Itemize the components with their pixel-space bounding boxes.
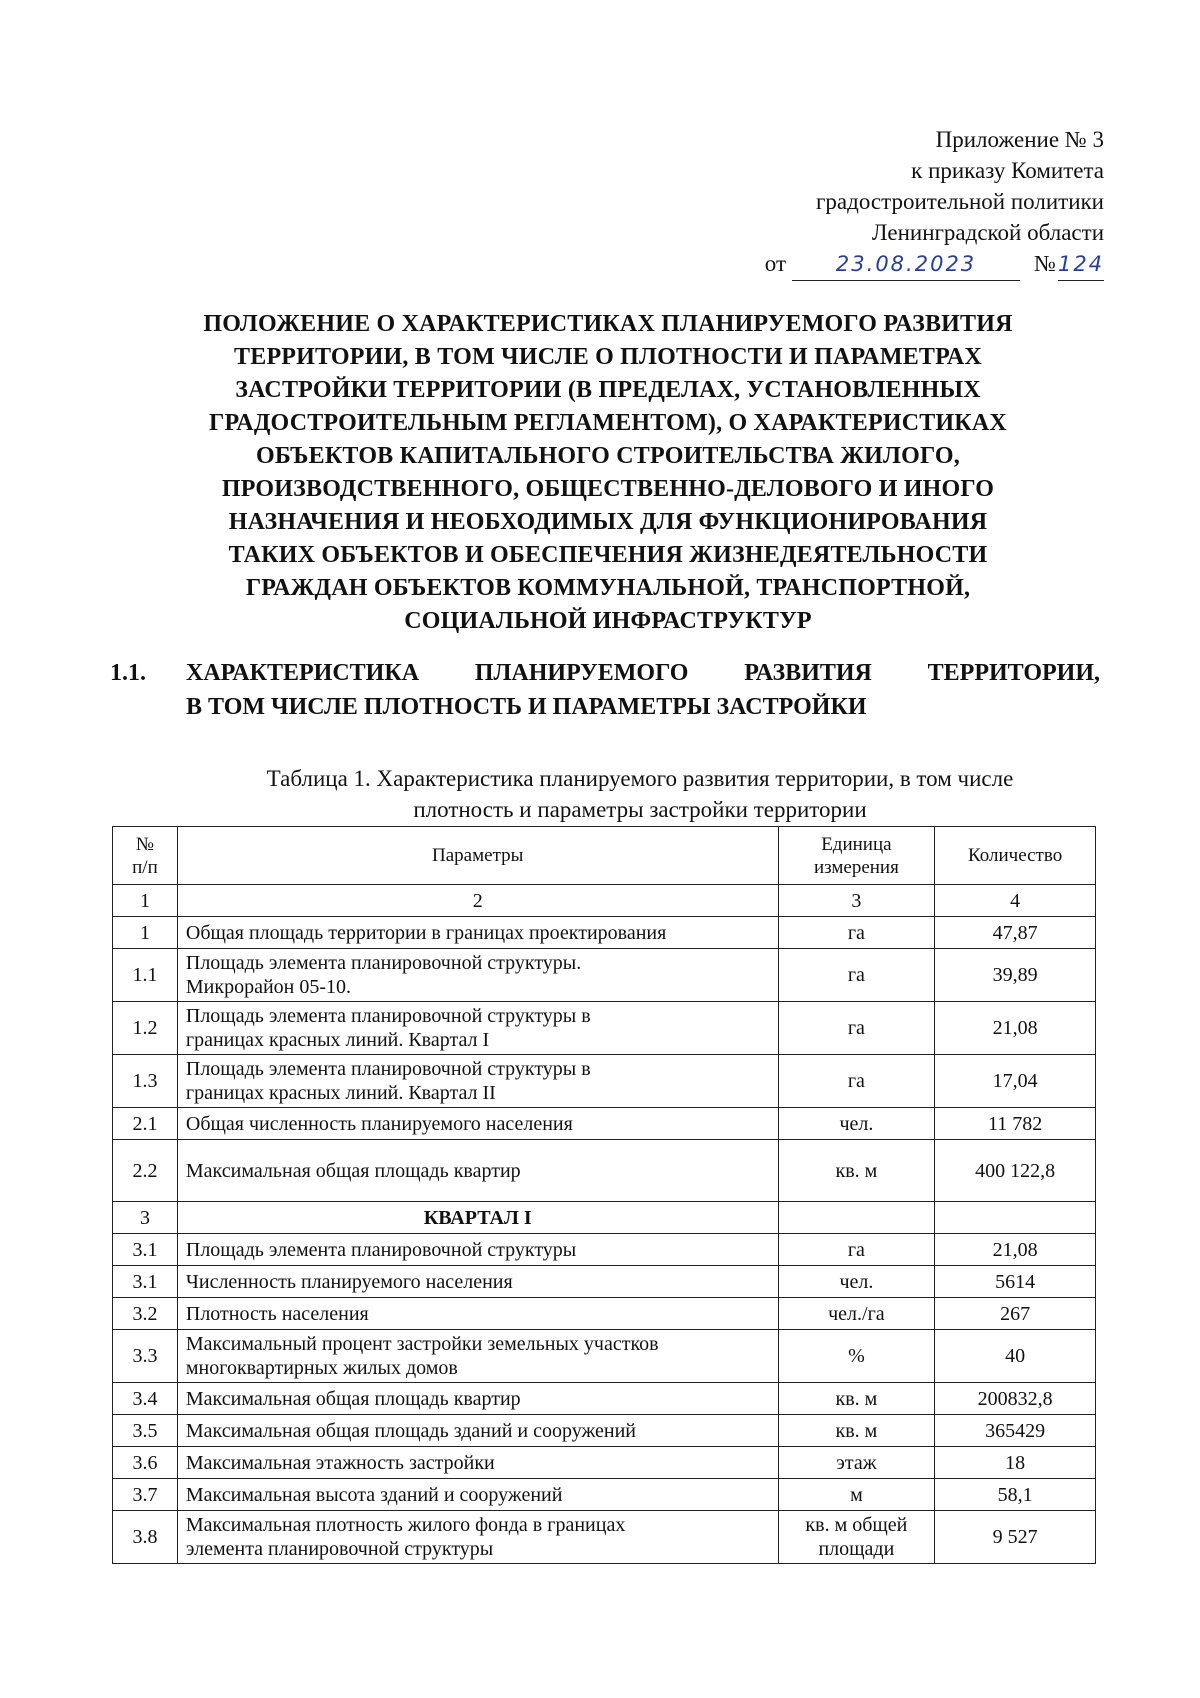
table-row: [113, 917, 1096, 949]
parameter-line-2: Микрорайон 05-10.: [185, 976, 352, 998]
document-title: [118, 308, 1098, 638]
parameter-line-1: Максимальный процент застройки земельных участков: [185, 1333, 659, 1355]
row-number-cell: 3.8: [113, 1511, 178, 1564]
row-value-cell: 200832,8: [935, 1383, 1096, 1415]
title-line: ТЕРРИТОРИИ, В ТОМ ЧИСЛЕ О ПЛОТНОСТИ И ПАРАМЕТРАХ: [234, 344, 982, 370]
row-parameter-cell: [177, 1511, 778, 1564]
table-row: [113, 1202, 1096, 1234]
parameters-table-body: [113, 827, 1096, 1564]
row-parameter-cell: [177, 1140, 778, 1202]
unit-line-1: м: [850, 1483, 863, 1506]
row-number-cell: 1.1: [113, 949, 178, 1002]
parameter-line-1: Площадь элемента планировочной структуры.: [185, 952, 582, 974]
row-value-cell: 11 782: [935, 1108, 1096, 1140]
unit-line-1: чел.: [839, 1112, 874, 1135]
table-row: [113, 1055, 1096, 1108]
row-unit-cell: [778, 1002, 935, 1055]
table-row: [113, 1108, 1096, 1140]
table-row: [113, 1298, 1096, 1330]
parameter-line-2: границах красных линий. Квартал I: [185, 1029, 490, 1051]
parameter-line-1: Общая площадь территории в границах проектирования: [185, 921, 667, 944]
row-unit-cell: [778, 1202, 935, 1234]
parameter-line-1: Максимальная плотность жилого фонда в границах: [185, 1514, 626, 1536]
parameter-line-1: Максимальная общая площадь квартир: [185, 1159, 521, 1182]
index-cell: 1: [113, 885, 178, 917]
table-caption: [170, 763, 1110, 825]
index-cell: 2: [177, 885, 778, 917]
parameter-line-1: Площадь элемента планировочной структуры в: [185, 1005, 591, 1027]
appendix-line-1: Приложение № 3: [935, 127, 1104, 152]
header-unit-line-2: измерения: [813, 856, 899, 878]
title-line: ГРАЖДАН ОБЪЕКТОВ КОММУНАЛЬНОЙ, ТРАНСПОРТНОЙ,: [245, 575, 971, 601]
table-index-row: [113, 885, 1096, 917]
row-parameter-cell: [177, 1055, 778, 1108]
row-value-cell: 17,04: [935, 1055, 1096, 1108]
unit-line-1: га: [847, 1070, 865, 1092]
parameter-line-1: КВАРТАЛ I: [423, 1206, 532, 1229]
parameter-line-1: Общая численность планируемого населения: [185, 1112, 573, 1135]
row-value-cell: 365429: [935, 1415, 1096, 1447]
table-row: [113, 1383, 1096, 1415]
number-prefix: №: [1034, 251, 1056, 276]
row-number-cell: 3: [113, 1202, 178, 1234]
title-line: ЗАСТРОЙКИ ТЕРРИТОРИИ (В ПРЕДЕЛАХ, УСТАНОВЛЕННЫХ: [235, 377, 981, 403]
handwritten-date: 23.08.2023: [792, 249, 1020, 281]
row-parameter-cell: [177, 1383, 778, 1415]
row-unit-cell: [778, 949, 935, 1002]
title-line: СОЦИАЛЬНОЙ ИНФРАСТРУКТУР: [404, 608, 812, 634]
parameter-line-1: Площадь элемента планировочной структуры в: [185, 1058, 591, 1080]
parameter-line-1: Площадь элемента планировочной структуры: [185, 1238, 577, 1261]
handwritten-number: 124: [1058, 249, 1104, 281]
title-line: ОБЪЕКТОВ КАПИТАЛЬНОГО СТРОИТЕЛЬСТВА ЖИЛОГО,: [256, 443, 960, 469]
header-number-line-2: п/п: [132, 856, 158, 878]
title-line: НАЗНАЧЕНИЯ И НЕОБХОДИМЫХ ДЛЯ ФУНКЦИОНИРОВАНИЯ: [228, 509, 988, 535]
parameter-line-2: многоквартирных жилых домов: [185, 1357, 458, 1379]
row-unit-cell: [778, 1415, 935, 1447]
parameter-line-2: элемента планировочной структуры: [185, 1538, 494, 1560]
parameter-line-1: Максимальная общая площадь зданий и сооружений: [185, 1419, 636, 1442]
row-number-cell: 3.3: [113, 1330, 178, 1383]
header-cell-unit: [778, 827, 935, 885]
row-unit-cell: [778, 1266, 935, 1298]
index-cell: 3: [778, 885, 935, 917]
unit-line-2: площади: [818, 1538, 895, 1560]
parameter-line-1: Плотность населения: [185, 1302, 369, 1325]
table-caption-line-2: плотность и параметры застройки территории: [413, 797, 867, 822]
title-line: ПОЛОЖЕНИЕ О ХАРАКТЕРИСТИКАХ ПЛАНИРУЕМОГО РАЗВИТИЯ: [203, 311, 1013, 337]
unit-line-1: кв. м: [835, 1387, 878, 1410]
unit-line-1: чел./га: [828, 1302, 885, 1325]
row-value-cell: 47,87: [935, 917, 1096, 949]
row-unit-cell: [778, 1298, 935, 1330]
unit-line-1: этаж: [836, 1451, 877, 1474]
appendix-line-3: градостроительной политики: [816, 189, 1104, 214]
row-unit-cell: [778, 1055, 935, 1108]
row-parameter-cell: [177, 1447, 778, 1479]
row-number-cell: 1.2: [113, 1002, 178, 1055]
row-parameter-cell: [177, 1479, 778, 1511]
row-number-cell: 3.1: [113, 1234, 178, 1266]
row-value-cell: 267: [935, 1298, 1096, 1330]
row-number-cell: 2.2: [113, 1140, 178, 1202]
appendix-line-4: Ленинградской области: [871, 220, 1104, 245]
row-parameter-cell: [177, 1330, 778, 1383]
table-header-row: [113, 827, 1096, 885]
row-value-cell: [935, 1202, 1096, 1234]
row-value-cell: 21,08: [935, 1002, 1096, 1055]
row-value-cell: 58,1: [935, 1479, 1096, 1511]
row-number-cell: 3.7: [113, 1479, 178, 1511]
parameter-line-2: границах красных линий. Квартал II: [185, 1082, 496, 1104]
row-unit-cell: [778, 1108, 935, 1140]
table-row: [113, 1511, 1096, 1564]
parameter-line-1: Максимальная высота зданий и сооружений: [185, 1483, 563, 1506]
row-parameter-cell: [177, 1202, 778, 1234]
unit-line-1: га: [847, 1017, 865, 1039]
row-parameter-cell: [177, 1266, 778, 1298]
unit-line-1: га: [847, 1238, 865, 1261]
header-cell-parameters: Параметры: [177, 827, 778, 885]
unit-line-1: кв. м: [835, 1159, 878, 1182]
row-number-cell: 3.5: [113, 1415, 178, 1447]
section-heading-line-2: В ТОМ ЧИСЛЕ ПЛОТНОСТЬ И ПАРАМЕТРЫ ЗАСТРОЙКИ: [186, 694, 867, 720]
row-unit-cell: [778, 1383, 935, 1415]
unit-line-1: кв. м: [835, 1419, 878, 1442]
table-row: [113, 1002, 1096, 1055]
table-row: [113, 1415, 1096, 1447]
row-unit-cell: [778, 917, 935, 949]
unit-line-1: га: [847, 921, 865, 944]
row-parameter-cell: [177, 1234, 778, 1266]
title-line: ГРАДОСТРОИТЕЛЬНЫМ РЕГЛАМЕНТОМ), О ХАРАКТЕРИСТИКАХ: [209, 410, 1007, 436]
title-line: ПРОИЗВОДСТВЕННОГО, ОБЩЕСТВЕННО-ДЕЛОВОГО И ИНОГО: [221, 476, 995, 502]
row-value-cell: 40: [935, 1330, 1096, 1383]
appendix-line-2: к приказу Комитета: [911, 158, 1104, 183]
parameter-line-1: Численность планируемого населения: [185, 1270, 513, 1293]
appendix-date-line: [765, 248, 1104, 281]
row-parameter-cell: [177, 1415, 778, 1447]
row-value-cell: 9 527: [935, 1511, 1096, 1564]
row-number-cell: 1.3: [113, 1055, 178, 1108]
row-unit-cell: [778, 1234, 935, 1266]
row-parameter-cell: [177, 1002, 778, 1055]
parameters-table: [112, 826, 1096, 1564]
unit-line-1: кв. м общей: [805, 1514, 908, 1536]
row-value-cell: 5614: [935, 1266, 1096, 1298]
header-number-line-1: №: [135, 833, 154, 855]
row-value-cell: 18: [935, 1447, 1096, 1479]
section-heading-line-1: ХАРАКТЕРИСТИКА ПЛАНИРУЕМОГО РАЗВИТИЯ ТЕРРИТОРИИ,: [186, 660, 1100, 686]
row-unit-cell: [778, 1330, 935, 1383]
row-unit-cell: [778, 1140, 935, 1202]
title-line: ТАКИХ ОБЪЕКТОВ И ОБЕСПЕЧЕНИЯ ЖИЗНЕДЕЯТЕЛЬНОСТИ: [228, 542, 988, 568]
row-unit-cell: [778, 1447, 935, 1479]
row-parameter-cell: [177, 1298, 778, 1330]
table-row: [113, 1266, 1096, 1298]
row-parameter-cell: [177, 949, 778, 1002]
unit-line-1: чел.: [839, 1270, 874, 1293]
row-unit-cell: [778, 1511, 935, 1564]
row-value-cell: 39,89: [935, 949, 1096, 1002]
row-number-cell: 3.4: [113, 1383, 178, 1415]
header-unit-line-1: Единица: [821, 833, 892, 855]
row-number-cell: 2.1: [113, 1108, 178, 1140]
row-number-cell: 3.6: [113, 1447, 178, 1479]
table-row: [113, 1479, 1096, 1511]
header-cell-value: Количество: [935, 827, 1096, 885]
table-row: [113, 1330, 1096, 1383]
row-number-cell: 3.2: [113, 1298, 178, 1330]
parameter-line-1: Максимальная этажность застройки: [185, 1451, 495, 1474]
header-cell-number: [113, 827, 178, 885]
row-number-cell: 1: [113, 917, 178, 949]
index-cell: 4: [935, 885, 1096, 917]
row-parameter-cell: [177, 917, 778, 949]
row-value-cell: 400 122,8: [935, 1140, 1096, 1202]
unit-line-1: га: [847, 964, 865, 986]
appendix-block: [765, 124, 1104, 281]
row-unit-cell: [778, 1479, 935, 1511]
parameter-line-1: Максимальная общая площадь квартир: [185, 1387, 521, 1410]
table-row: [113, 1140, 1096, 1202]
section-heading: [110, 656, 1100, 724]
table-row: [113, 1234, 1096, 1266]
table-caption-line-1: Таблица 1. Характеристика планируемого развития территории, в том числе: [266, 766, 1014, 791]
section-number: 1.1.: [110, 660, 146, 686]
unit-line-1: %: [848, 1345, 865, 1367]
table-row: [113, 949, 1096, 1002]
row-value-cell: 21,08: [935, 1234, 1096, 1266]
row-parameter-cell: [177, 1108, 778, 1140]
row-number-cell: 3.1: [113, 1266, 178, 1298]
date-prefix: от: [764, 251, 787, 276]
table-row: [113, 1447, 1096, 1479]
